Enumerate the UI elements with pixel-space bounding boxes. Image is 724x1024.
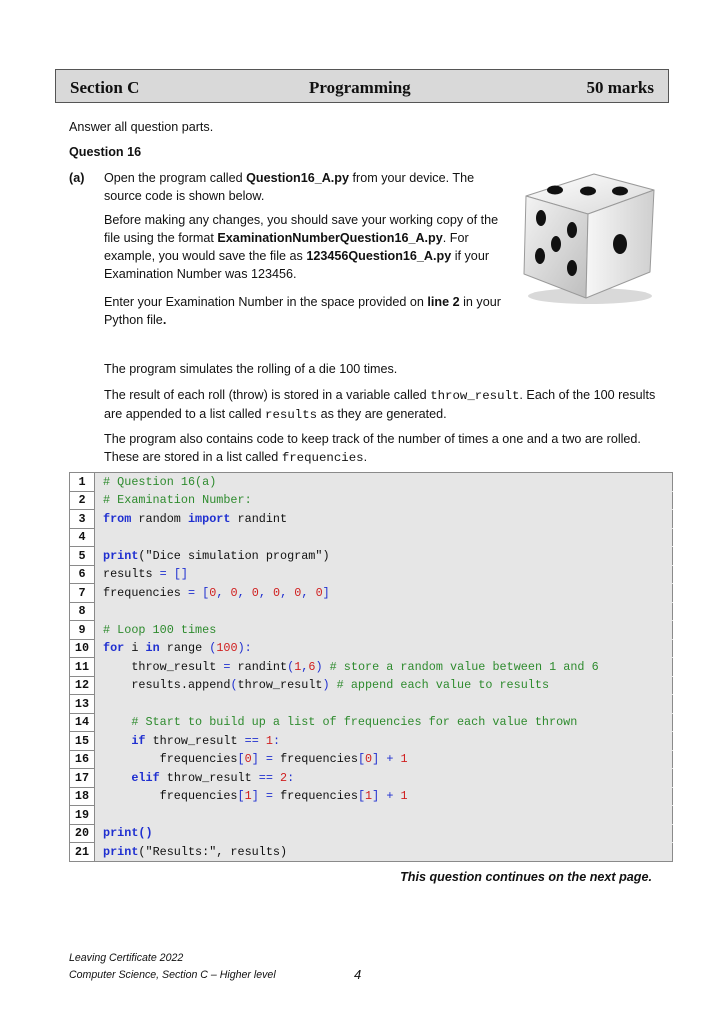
part-a-paragraph-3: Enter your Examination Number in the space provided on line 2 in your Python file. xyxy=(104,295,501,327)
code-line xyxy=(70,824,673,843)
code-line xyxy=(70,658,673,677)
code-text xyxy=(95,695,673,714)
part-a-paragraph-1: Open the program called Question16_A.py from your device. The source code is shown below. xyxy=(104,171,475,203)
code-line xyxy=(70,473,673,492)
line-number: 7 xyxy=(70,584,95,603)
code-listing xyxy=(69,472,673,862)
code-text: print() xyxy=(95,824,673,843)
line-number: 13 xyxy=(70,695,95,714)
code-line xyxy=(70,639,673,658)
line-number: 20 xyxy=(70,824,95,843)
section-header-bar xyxy=(55,69,669,103)
code-line xyxy=(70,732,673,751)
line-number: 1 xyxy=(70,473,95,492)
result-description: The result of each roll (throw) is stored in a variable called throw_result. Each of the 100 results are appended to a list called results as they are generated. xyxy=(104,388,656,422)
line-number: 12 xyxy=(70,676,95,695)
part-a-paragraph-2: Before making any changes, you should save your working copy of the file using the format ExaminationNumberQuestion16_A.py. For example, you would save the file as 123456Question16_A.py if your Examination Number was 123456. xyxy=(104,213,499,281)
line-number: 2 xyxy=(70,491,95,510)
dice-icon xyxy=(512,160,662,310)
code-line xyxy=(70,547,673,566)
line-number: 19 xyxy=(70,806,95,825)
code-text: elif throw_result == 2: xyxy=(95,769,673,788)
simulation-description: The program simulates the rolling of a die 100 times. xyxy=(104,362,398,376)
code-text xyxy=(95,806,673,825)
continues-note: This question continues on the next page. xyxy=(400,870,652,884)
line-number: 9 xyxy=(70,621,95,640)
code-text: from random import randint xyxy=(95,510,673,529)
line-number: 21 xyxy=(70,843,95,862)
section-topic: Programming xyxy=(309,78,411,97)
code-text: # Examination Number: xyxy=(95,491,673,510)
line-number: 16 xyxy=(70,750,95,769)
frequency-description: The program also contains code to keep track of the number of times a one and a two are rolled. These are stored in a list called frequencies. xyxy=(104,432,641,465)
code-text: results.append(throw_result) # append each value to results xyxy=(95,676,673,695)
section-marks: 50 marks xyxy=(586,78,654,97)
line-number: 4 xyxy=(70,528,95,547)
footer-exam-title: Leaving Certificate 2022 xyxy=(69,952,184,964)
part-a-label: (a) xyxy=(69,171,85,185)
code-text: if throw_result == 1: xyxy=(95,732,673,751)
code-text: for i in range (100): xyxy=(95,639,673,658)
code-line xyxy=(70,565,673,584)
code-line xyxy=(70,491,673,510)
code-text: print("Results:", results) xyxy=(95,843,673,862)
code-text: print("Dice simulation program") xyxy=(95,547,673,566)
code-text: results = [] xyxy=(95,565,673,584)
code-line xyxy=(70,528,673,547)
line-number: 18 xyxy=(70,787,95,806)
section-label: Section C xyxy=(70,78,140,97)
footer-paper-title: Computer Science, Section C – Higher level xyxy=(69,969,276,981)
code-text: frequencies = [0, 0, 0, 0, 0, 0] xyxy=(95,584,673,603)
line-number: 3 xyxy=(70,510,95,529)
line-number: 5 xyxy=(70,547,95,566)
line-number: 10 xyxy=(70,639,95,658)
line-number: 8 xyxy=(70,602,95,621)
code-line xyxy=(70,843,673,862)
code-line xyxy=(70,510,673,529)
code-text: throw_result = randint(1,6) # store a random value between 1 and 6 xyxy=(95,658,673,677)
code-text: # Start to build up a list of frequencies for each value thrown xyxy=(95,713,673,732)
code-line xyxy=(70,584,673,603)
code-line xyxy=(70,621,673,640)
line-number: 15 xyxy=(70,732,95,751)
line-number: 11 xyxy=(70,658,95,677)
code-text xyxy=(95,528,673,547)
code-line xyxy=(70,769,673,788)
code-line xyxy=(70,713,673,732)
line-number: 17 xyxy=(70,769,95,788)
code-text: frequencies[1] = frequencies[1] + 1 xyxy=(95,787,673,806)
code-text: # Loop 100 times xyxy=(95,621,673,640)
code-line xyxy=(70,695,673,714)
code-text xyxy=(95,602,673,621)
page-number: 4 xyxy=(354,967,362,982)
code-text: frequencies[0] = frequencies[0] + 1 xyxy=(95,750,673,769)
code-line xyxy=(70,602,673,621)
code-line xyxy=(70,806,673,825)
code-line xyxy=(70,787,673,806)
instructions: Answer all question parts. xyxy=(69,120,214,134)
line-number: 14 xyxy=(70,713,95,732)
code-text: # Question 16(a) xyxy=(95,473,673,492)
line-number: 6 xyxy=(70,565,95,584)
code-line xyxy=(70,676,673,695)
question-title: Question 16 xyxy=(69,145,142,159)
code-line xyxy=(70,750,673,769)
